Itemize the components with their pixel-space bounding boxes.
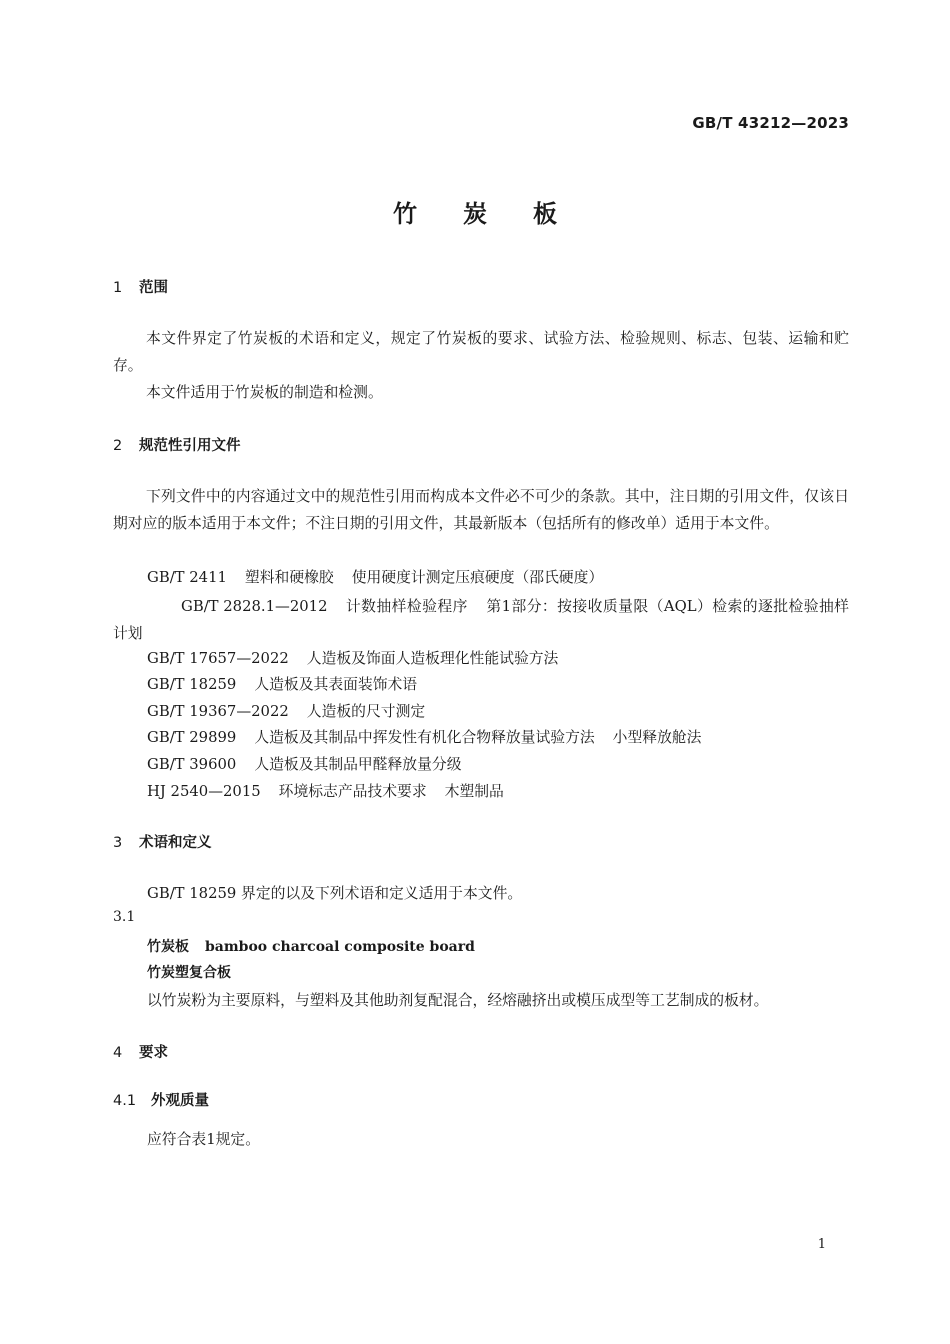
section-title: 术语和定义 (139, 835, 212, 851)
reference-title: 计数抽样检验程序 (345, 598, 468, 615)
reference-code: HJ 2540—2015 (147, 783, 261, 800)
section-title: 要求 (139, 1045, 168, 1061)
reference-code: GB/T 2828.1—2012 (181, 598, 328, 615)
section-number: 3 (113, 835, 123, 851)
reference-title: 人造板及其制品甲醛释放量分级 (254, 756, 462, 773)
reference-subtitle: 木塑制品 (444, 783, 504, 800)
document-title: 竹炭板 (393, 200, 603, 228)
reference-title: 人造板及饰面人造板理化性能试验方法 (306, 650, 559, 667)
reference-title: 塑料和硬橡胶 (244, 569, 334, 586)
reference-code: GB/T 19367—2022 (147, 703, 289, 720)
normative-intro: 下列文件中的内容通过文中的规范性引用而构成本文件必不可少的条款。其中，注日期的引用文件，仅该日期对应的版本适用于本文件；不注日期的引用文件，其最新版本（包括所有的修改单）适用于本文件。 (113, 488, 849, 532)
subsection-title: 外观质量 (151, 1093, 209, 1109)
section-number: 1 (113, 280, 123, 296)
section-number: 2 (113, 438, 123, 454)
section-2-heading (113, 434, 241, 455)
term-chinese: 竹炭板 (147, 939, 189, 955)
section-title: 规范性引用文件 (139, 438, 241, 454)
scope-applicability: 本文件适用于竹炭板的制造和检测。 (146, 384, 383, 401)
reference-code: GB/T 39600 (147, 756, 237, 773)
section-3-heading (113, 831, 212, 852)
subsection-number: 4.1 (113, 1093, 137, 1109)
reference-subtitle: 第1部分：按接收质量限（AQL）检索的逐批检验抽样计划 (113, 598, 849, 642)
section-1-heading (113, 276, 168, 297)
reference-item (147, 647, 558, 668)
term-definition: 以竹炭粉为主要原料，与塑料及其他助剂复配混合，经熔融挤出或模压成型等工艺制成的板材。 (147, 992, 769, 1009)
section-title: 范围 (139, 280, 168, 296)
standard-number: GB/T 43212—2023 (692, 114, 849, 132)
appearance-requirement: 应符合表1规定。 (147, 1131, 260, 1148)
section-number: 4 (113, 1045, 123, 1061)
reference-code: GB/T 18259 (147, 676, 237, 693)
reference-item (147, 566, 603, 587)
term-synonym: 竹炭塑复合板 (147, 965, 231, 981)
reference-title: 人造板的尺寸测定 (306, 703, 426, 720)
reference-code: GB/T 29899 (147, 729, 237, 746)
reference-item (113, 593, 849, 647)
reference-title: 人造板及其表面装饰术语 (254, 676, 418, 693)
reference-title: 环境标志产品技术要求 (278, 783, 427, 800)
reference-item (147, 753, 462, 774)
reference-code: GB/T 17657—2022 (147, 650, 289, 667)
terms-intro: GB/T 18259 界定的以及下列术语和定义适用于本文件。 (147, 885, 523, 902)
page-number: 1 (817, 1237, 826, 1252)
subsection-4-1-heading (113, 1089, 209, 1110)
reference-code: GB/T 2411 (147, 569, 227, 586)
scope-paragraph: 本文件界定了竹炭板的术语和定义，规定了竹炭板的要求、试验方法、检验规则、标志、包装、运输和贮存。 (113, 330, 849, 374)
reference-subtitle: 使用硬度计测定压痕硬度（邵氏硬度） (351, 569, 604, 586)
reference-item (147, 700, 425, 721)
reference-item (147, 780, 504, 801)
term-english: bamboo charcoal composite board (205, 939, 475, 955)
reference-item (147, 673, 417, 694)
term-entry (147, 936, 475, 956)
term-number: 3.1 (113, 909, 136, 925)
section-4-heading (113, 1041, 168, 1062)
reference-title: 人造板及其制品中挥发性有机化合物释放量试验方法 (254, 729, 595, 746)
reference-subtitle: 小型释放舱法 (612, 729, 702, 746)
reference-item (147, 726, 701, 747)
